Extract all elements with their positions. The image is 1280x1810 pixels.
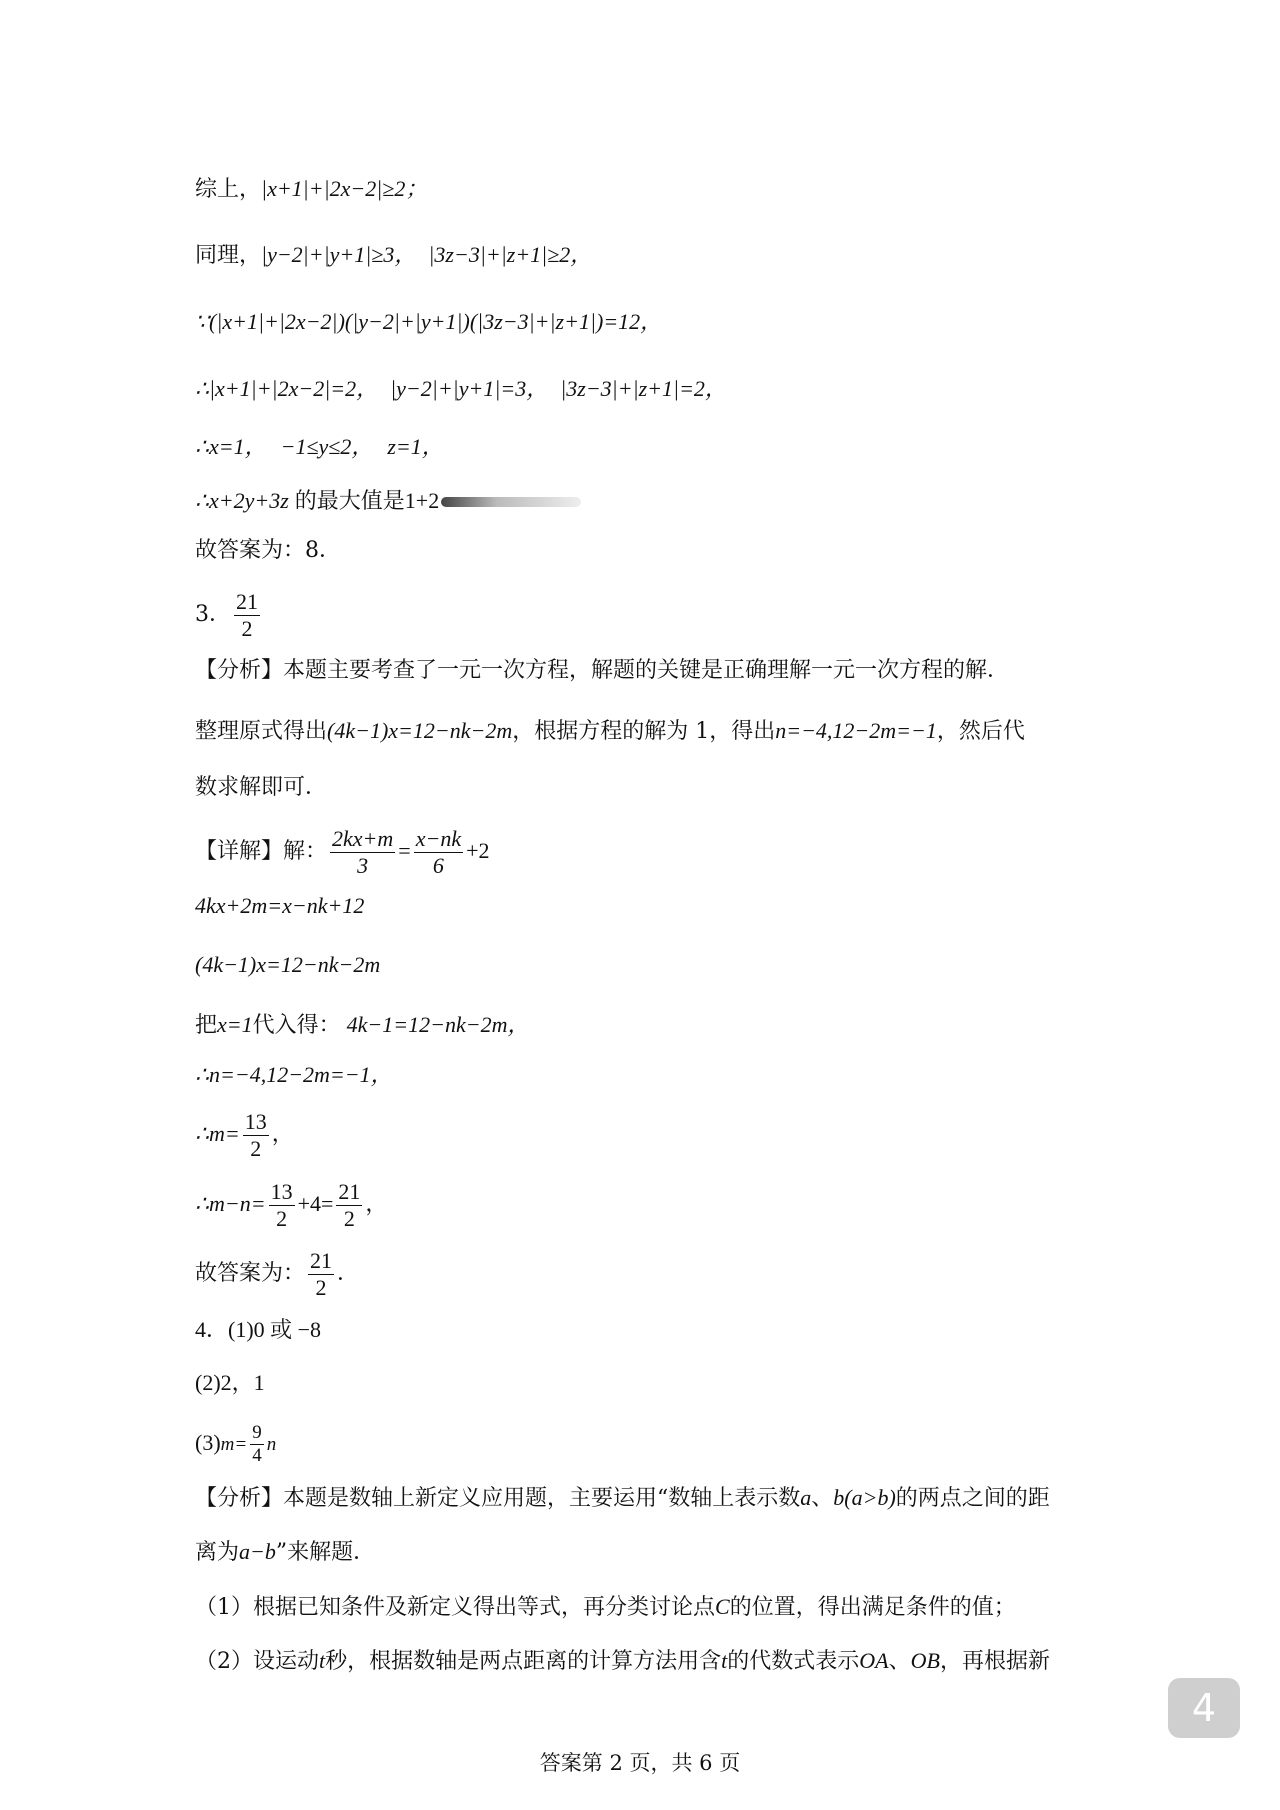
fraction-rhs: $\frac{x-nk}{6}$ (415, 825, 462, 878)
fraction-13-2: $\frac{13}{2}$ (270, 1178, 293, 1231)
line-answer-8: 故答案为：8． (195, 538, 341, 563)
analysis-q4: 【分析】本题是数轴上新定义应用题，主要运用“数轴上表示数a、b(a>b)的两点之间的距 (195, 1485, 1050, 1511)
detail-q3-equation: 【详解】解： $\frac{2kx+m}{3}$ = $\frac{x-nk}{6}$ +2 (195, 825, 490, 878)
analysis-q3-step: 整理原式得出(4k−1)x=12−nk−2m，根据方程的解为 1，得出n=−4,12−2m=−1，然后代 (195, 718, 1025, 744)
analysis-q3-end: 数求解即可． (195, 775, 328, 800)
line-similarly: 同理，|y−2|+|y+1|≥3， |3z−3|+|z+1|≥2， (195, 242, 593, 268)
line-because-product: ∵(|x+1|+|2x−2|)(|y−2|+|y+1|)(|3z−3|+|z+1|)=12， (195, 309, 663, 334)
question-4-part2: (2)2，1 (195, 1370, 265, 1395)
analysis-q4-step2: （2）设运动t秒，根据数轴是两点距离的计算方法用含t的代数式表示OA、OB，再根据新 (195, 1648, 1050, 1674)
fraction-13-2: $\frac{13}{2}$ (244, 1108, 267, 1161)
analysis-q4-step1: （1）根据已知条件及新定义得出等式，再分类讨论点C的位置，得出满足条件的值； (195, 1594, 1016, 1620)
question-4-part3: (3)m= $\frac{9}{4}$ n (195, 1421, 277, 1466)
detail-q3-answer: 故答案为： $\frac{21}{2}$ ． (195, 1247, 360, 1300)
line-max-value: ∴x+2y+3z 的最大值是1+2 (195, 486, 1100, 517)
detail-q3-step2: (4k−1)x=12−nk−2m (195, 952, 381, 977)
analysis-q3: 【分析】本题主要考查了一元一次方程，解题的关键是正确理解一元一次方程的解． (195, 658, 1010, 683)
fraction-9-4: $\frac{9}{4}$ (252, 1421, 262, 1466)
fraction-21-2: $\frac{21}{2}$ (338, 1178, 361, 1231)
question-4-part1: 4．(1)0 或 −8 (195, 1317, 322, 1342)
smudge-mark (441, 497, 581, 507)
line-therefore-sums: ∴|x+1|+|2x−2|=2， |y−2|+|y+1|=3， |3z−3|+|z+1|=2， (195, 376, 727, 401)
detail-q3-therefore-n: ∴n=−4,12−2m=−1， (195, 1062, 393, 1087)
detail-q3-step1: 4kx+2m=x−nk+12 (195, 893, 365, 918)
line-therefore-values: ∴x=1， −1≤y≤2， z=1， (195, 434, 444, 459)
page-number-badge[interactable]: 4 (1168, 1678, 1240, 1738)
detail-q3-substitute: 把x=1代入得： 4k−1=12−nk−2m， (195, 1012, 530, 1038)
fraction-lhs: $\frac{2kx+m}{3}$ (332, 825, 394, 878)
analysis-q4-cont: 离为a−b”来解题． (195, 1539, 376, 1565)
line-summary: 综上，|x+1|+|2x−2|≥2； (195, 176, 428, 202)
detail-q3-m-minus-n: ∴m−n= $\frac{13}{2}$ +4= $\frac{21}{2}$ ， (195, 1178, 388, 1231)
question-3-answer: 3． $\frac{21}{2}$ (195, 588, 258, 641)
detail-q3-m-value: ∴m= $\frac{13}{2}$ ， (195, 1108, 294, 1161)
fraction-21-2: $\frac{21}{2}$ (236, 588, 258, 641)
fraction-21-2: $\frac{21}{2}$ (310, 1247, 333, 1300)
page-footer: 答案第 2 页，共 6 页 (539, 1751, 741, 1775)
